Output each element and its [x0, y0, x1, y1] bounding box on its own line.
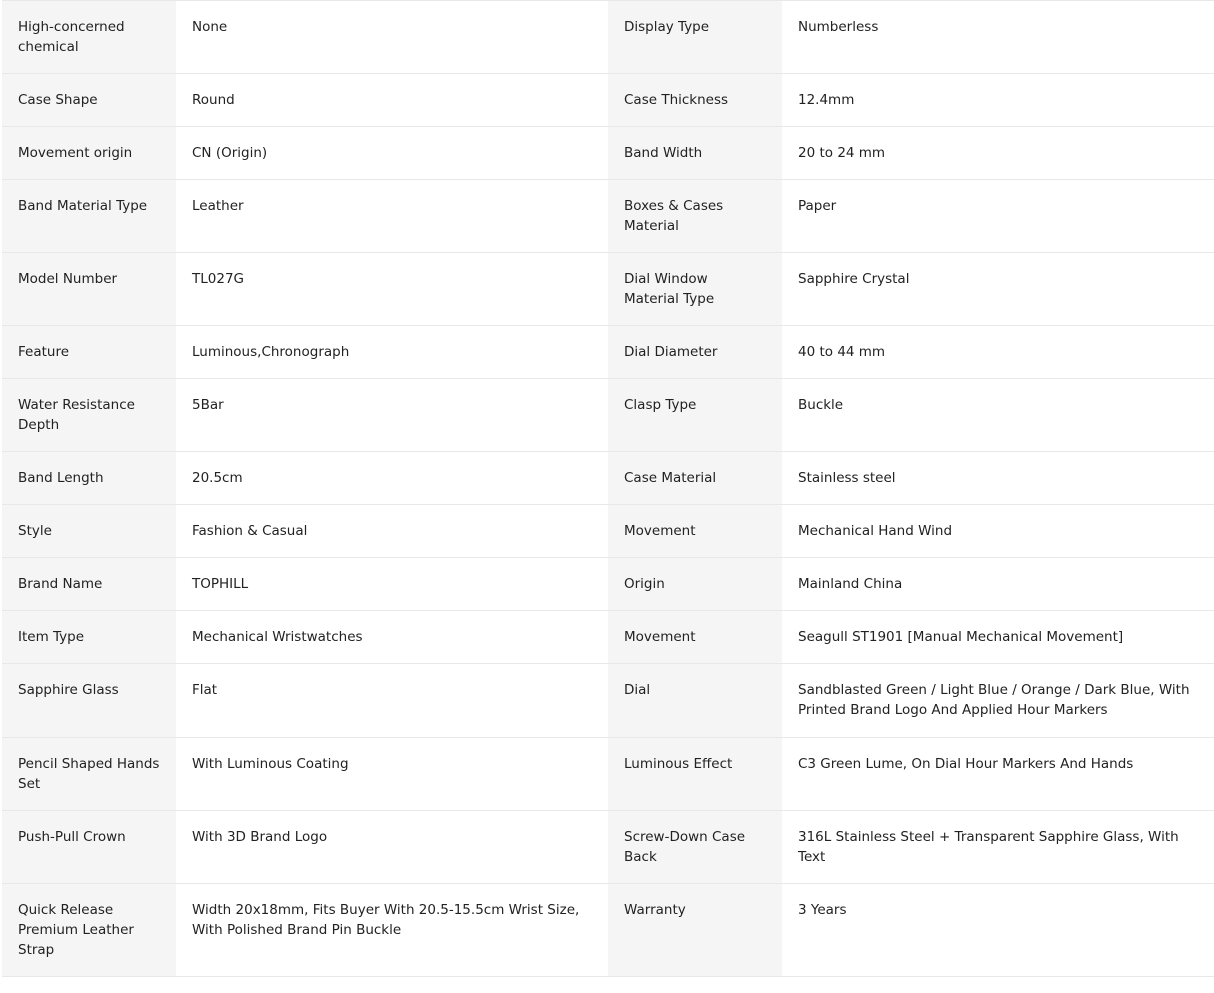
table-row: [2, 664, 1214, 738]
table-row: [2, 379, 1214, 452]
spec-value: Mechanical Wristwatches: [176, 611, 608, 664]
spec-value: Sandblasted Green / Light Blue / Orange / Dark Blue, With Printed Brand Logo And Applied Hour Markers: [782, 664, 1214, 738]
table-row: [2, 326, 1214, 379]
table-row: [2, 811, 1214, 884]
spec-label: Band Width: [608, 127, 782, 180]
spec-value: 3 Years: [782, 884, 1214, 977]
spec-label: Luminous Effect: [608, 738, 782, 811]
spec-label: Style: [2, 505, 176, 558]
spec-label: Push-Pull Crown: [2, 811, 176, 884]
spec-label: Pencil Shaped Hands Set: [2, 738, 176, 811]
spec-value: Fashion & Casual: [176, 505, 608, 558]
spec-label: High-concerned chemical: [2, 1, 176, 74]
spec-label: Boxes & Cases Material: [608, 180, 782, 253]
spec-label: Model Number: [2, 253, 176, 326]
spec-value: Mechanical Hand Wind: [782, 505, 1214, 558]
spec-label: Case Thickness: [608, 74, 782, 127]
spec-label: Dial: [608, 664, 782, 738]
specifications-table: [2, 0, 1214, 977]
spec-value: 40 to 44 mm: [782, 326, 1214, 379]
spec-value: TL027G: [176, 253, 608, 326]
spec-value: Numberless: [782, 1, 1214, 74]
spec-label: Dial Window Material Type: [608, 253, 782, 326]
spec-value: Width 20x18mm, Fits Buyer With 20.5-15.5cm Wrist Size, With Polished Brand Pin Buckle: [176, 884, 608, 977]
spec-label: Band Material Type: [2, 180, 176, 253]
spec-value: With Luminous Coating: [176, 738, 608, 811]
spec-label: Sapphire Glass: [2, 664, 176, 738]
spec-label: Screw-Down Case Back: [608, 811, 782, 884]
spec-label: Brand Name: [2, 558, 176, 611]
spec-value: 316L Stainless Steel + Transparent Sapphire Glass, With Text: [782, 811, 1214, 884]
spec-value: C3 Green Lume, On Dial Hour Markers And Hands: [782, 738, 1214, 811]
table-row: [2, 253, 1214, 326]
table-row: [2, 505, 1214, 558]
spec-value: Mainland China: [782, 558, 1214, 611]
spec-value: 5Bar: [176, 379, 608, 452]
spec-value: 20 to 24 mm: [782, 127, 1214, 180]
table-row: [2, 74, 1214, 127]
spec-value: Luminous,Chronograph: [176, 326, 608, 379]
spec-label: Warranty: [608, 884, 782, 977]
spec-label: Dial Diameter: [608, 326, 782, 379]
spec-label: Movement: [608, 611, 782, 664]
spec-value: TOPHILL: [176, 558, 608, 611]
table-row: [2, 738, 1214, 811]
spec-value: Sapphire Crystal: [782, 253, 1214, 326]
table-row: [2, 884, 1214, 977]
spec-value: With 3D Brand Logo: [176, 811, 608, 884]
spec-value: 20.5cm: [176, 452, 608, 505]
spec-label: Band Length: [2, 452, 176, 505]
table-row: [2, 558, 1214, 611]
spec-value: Paper: [782, 180, 1214, 253]
spec-label: Feature: [2, 326, 176, 379]
table-row: [2, 1, 1214, 74]
spec-label: Water Resistance Depth: [2, 379, 176, 452]
table-row: [2, 452, 1214, 505]
spec-value: 12.4mm: [782, 74, 1214, 127]
spec-label: Item Type: [2, 611, 176, 664]
spec-value: Stainless steel: [782, 452, 1214, 505]
spec-label: Display Type: [608, 1, 782, 74]
spec-value: CN (Origin): [176, 127, 608, 180]
spec-label: Movement: [608, 505, 782, 558]
spec-value: Leather: [176, 180, 608, 253]
spec-value: Flat: [176, 664, 608, 738]
spec-value: Round: [176, 74, 608, 127]
spec-label: Quick Release Premium Leather Strap: [2, 884, 176, 977]
table-row: [2, 611, 1214, 664]
table-row: [2, 127, 1214, 180]
specifications-body: [2, 1, 1214, 977]
spec-value: None: [176, 1, 608, 74]
spec-value: Buckle: [782, 379, 1214, 452]
spec-label: Case Shape: [2, 74, 176, 127]
spec-label: Clasp Type: [608, 379, 782, 452]
spec-label: Origin: [608, 558, 782, 611]
spec-label: Case Material: [608, 452, 782, 505]
table-row: [2, 180, 1214, 253]
spec-label: Movement origin: [2, 127, 176, 180]
spec-value: Seagull ST1901 [Manual Mechanical Movement]: [782, 611, 1214, 664]
